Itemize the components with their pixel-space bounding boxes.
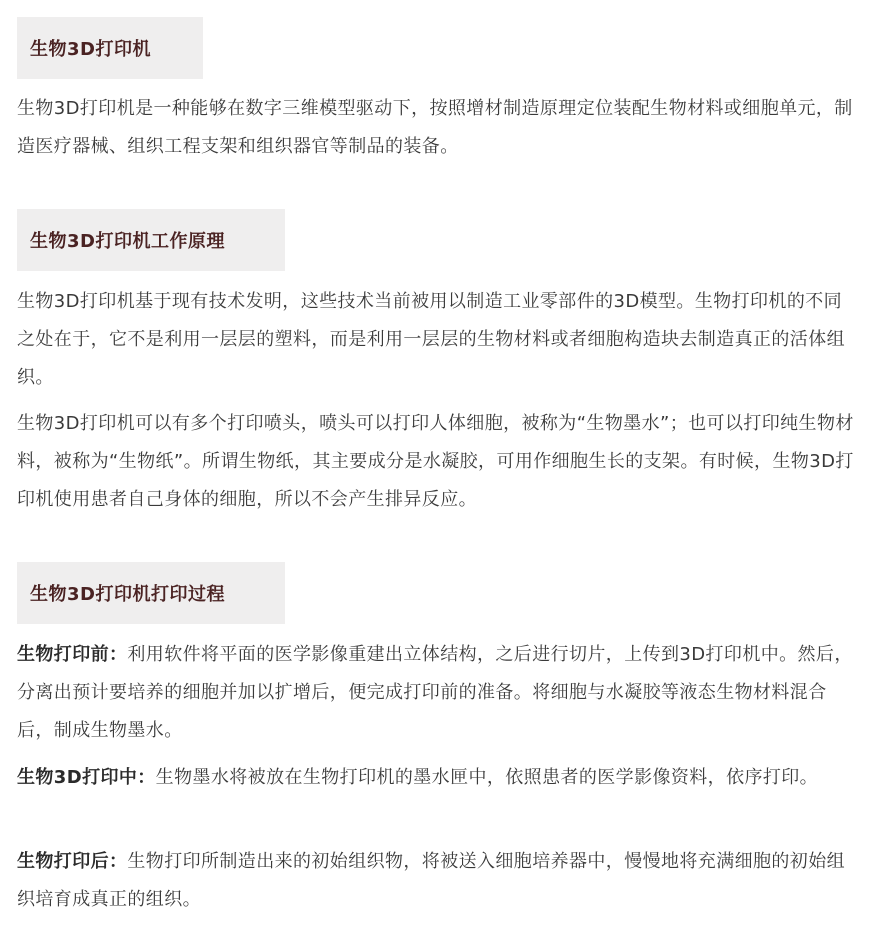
step-label: 生物打印前：	[17, 644, 128, 665]
step-text: 利用软件将平面的医学影像重建出立体结构，之后进行切片，上传到3D打印机中。然后，分离出预计要培养的细胞并加以扩增后，便完成打印前的准备。将细胞与水凝胶等液态生物材料混合后，制成生物墨水。	[17, 644, 853, 741]
heading-process: 生物3D打印机打印过程	[17, 562, 285, 624]
step-text: 生物打印所制造出来的初始组织物，将被送入细胞培养器中，慢慢地将充满细胞的初始组织培育成真正的组织。	[17, 851, 846, 910]
step-text: 生物墨水将被放在生物打印机的墨水匣中，依照患者的医学影像资料，依序打印。	[155, 767, 819, 788]
step-before-printing	[17, 636, 857, 750]
step-during-printing	[17, 759, 857, 797]
step-label: 生物打印后：	[17, 851, 128, 872]
paragraph-definition: 生物3D打印机是一种能够在数字三维模型驱动下，按照增材制造原理定位装配生物材料或细胞单元，制造医疗器械、组织工程支架和组织器官等制品的装备。	[17, 98, 853, 157]
paragraph-principle-2: 生物3D打印机可以有多个打印喷头，喷头可以打印人体细胞，被称为“生物墨水”；也可以打印纯生物材料，被称为“生物纸”。所谓生物纸，其主要成分是水凝胶，可用作细胞生长的支架。有时候，生物3D打印机使用患者自己身体的细胞，所以不会产生排异反应。	[17, 413, 854, 510]
step-label: 生物3D打印中：	[17, 767, 156, 788]
heading-definition: 生物3D打印机	[17, 17, 203, 79]
step-after-printing	[17, 843, 857, 919]
paragraph-principle-1: 生物3D打印机基于现有技术发明，这些技术当前被用以制造工业零部件的3D模型。生物打印机的不同之处在于，它不是利用一层层的塑料，而是利用一层层的生物材料或者细胞构造块去制造真正的活体组织。	[17, 291, 845, 388]
heading-principle: 生物3D打印机工作原理	[17, 209, 285, 271]
